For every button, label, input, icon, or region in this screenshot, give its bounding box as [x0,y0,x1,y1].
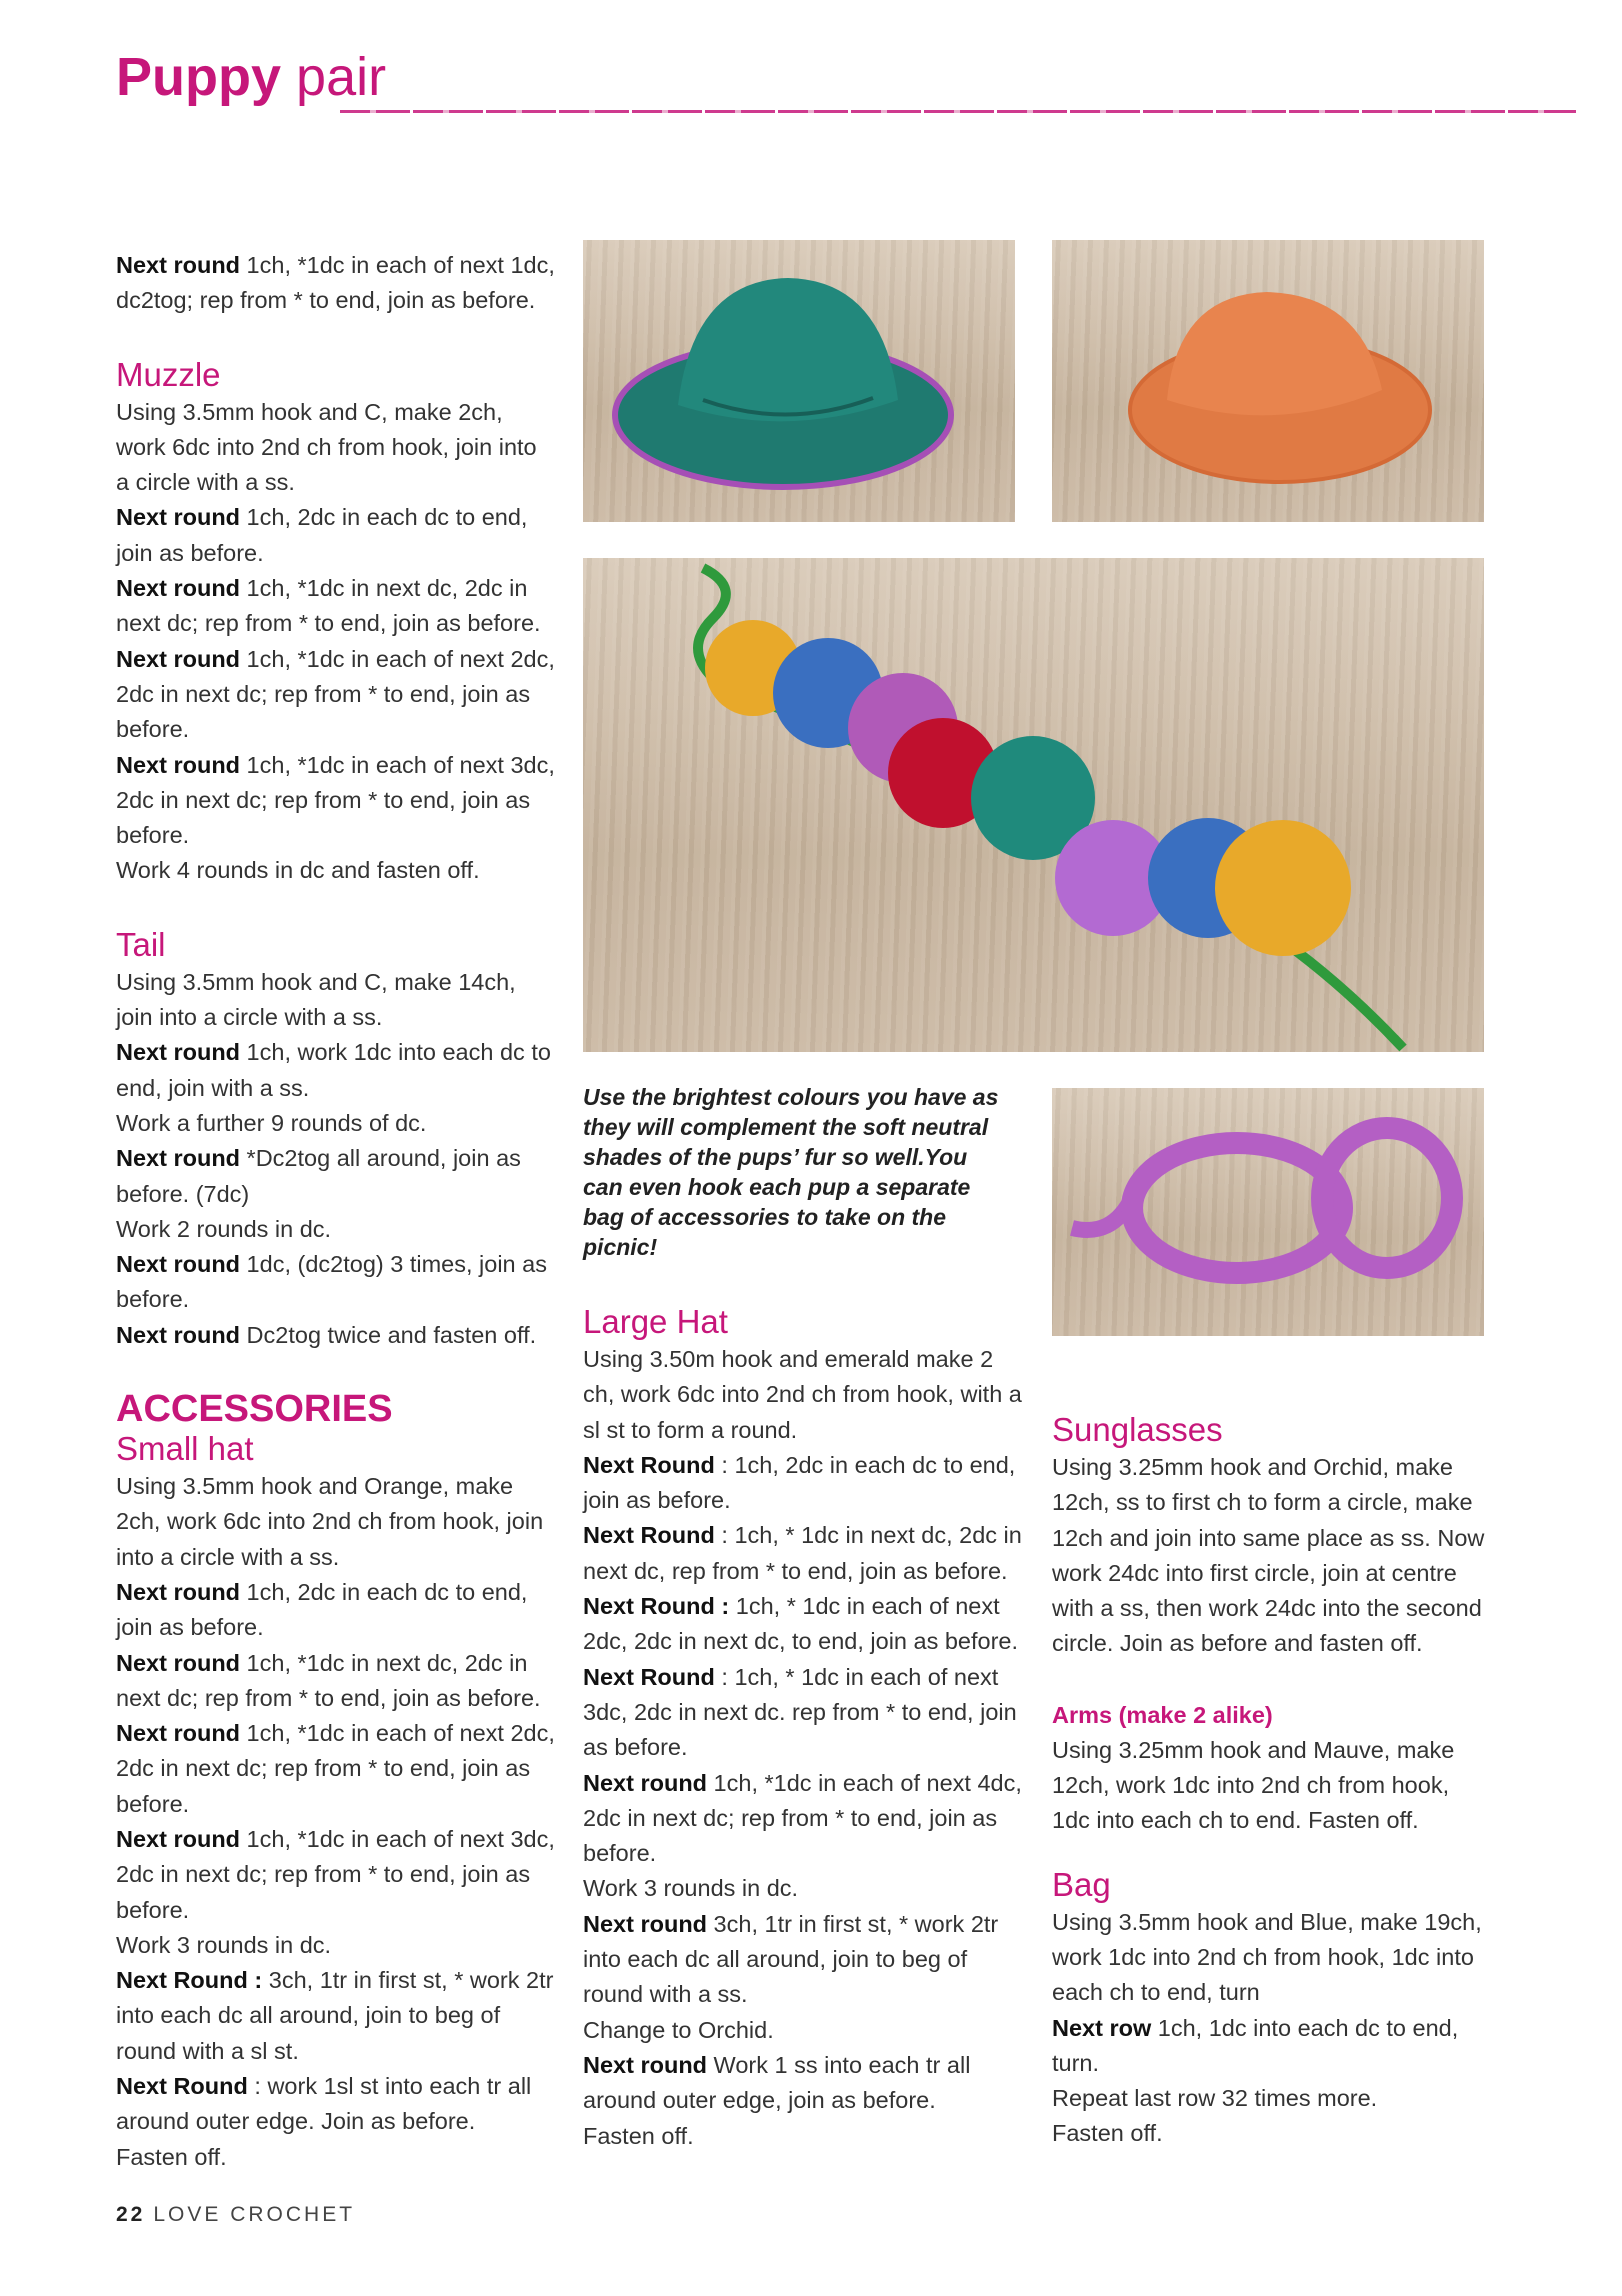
photo-flower-garland [583,558,1484,1052]
page-footer [116,2203,355,2227]
muzzle-round: Next round 1ch, 2dc in each dc to end, join as before. [116,504,528,566]
accessories-heading: ACCESSORIES [116,1388,393,1431]
bag-heading: Bag [1052,1865,1111,1903]
large-hat-round: Next Round : 1ch, 2dc in each dc to end, join as before. [583,1451,1016,1514]
photo-sunglasses [1052,1088,1484,1336]
photo-large-hat [583,240,1015,522]
arms-heading: Arms (make 2 alike) [1052,1701,1273,1728]
sunglasses-text: Using 3.25mm hook and Orchid, make 12ch, ss to first ch to form a circle, make 12ch and join into same place as ss. Now work 24dc into first circle, join at centre with a ss, then work 24dc into the second circle. Join as before and fasten off. [1052,1454,1485,1657]
large-hat-round: Next round 1ch, *1dc in each of next 4dc, 2dc in next dc; rep from * to end, join as before. [583,1769,1022,1867]
small-hat-round: Next round 1ch, *1dc in next dc, 2dc in next dc; rep from * to end, join as before. [116,1649,541,1711]
intro-paragraph: Next round 1ch, *1dc in each of next 1dc, dc2tog; rep from * to end, join as before. [116,252,555,314]
muzzle-line: Using 3.5mm hook and C, make 2ch, work 6dc into 2nd ch from hook, join into a circle with a ss. [116,398,537,496]
tail-round: Next round 1dc, (dc2tog) 3 times, join as before. [116,1251,547,1313]
large-hat-line: Using 3.50m hook and emerald make 2 ch, work 6dc into 2nd ch from hook, with a sl st to form a round. [583,1346,1022,1443]
small-hat-line: Using 3.5mm hook and Orange, make 2ch, work 6dc into 2nd ch from hook, join into a circle with a ss. [116,1473,544,1570]
photo-small-hat [1052,240,1484,522]
large-hat-heading: Large Hat [583,1303,728,1340]
sunglasses-heading: Sunglasses [1052,1411,1223,1448]
large-hat-end: Fasten off. [583,2122,694,2149]
tail-line: Work 2 rounds in dc. [116,1215,332,1242]
muzzle-round: Next round 1ch, *1dc in next dc, 2dc in next dc; rep from * to end, join as before. [116,575,541,637]
bag-line: Repeat last row 32 times more. [1052,2085,1378,2112]
large-hat-round: Next Round : 1ch, * 1dc in next dc, 2dc in next dc, rep from * to end, join as before. [583,1522,1022,1584]
column-right [1052,1410,1492,2152]
bag-text: Using 3.5mm hook and Blue, make 19ch, work 1dc into 2nd ch from hook, 1dc into each ch to end, turn [1052,1908,1482,2006]
small-hat-round: Next round 1ch, *1dc in each of next 3dc, 2dc in next dc; rep from * to end, join as before. [116,1825,555,1923]
page-title [116,47,387,107]
small-hat-round: Next round 1ch, 2dc in each dc to end, join as before. [116,1578,528,1641]
tail-round: Next round Dc2tog twice and fasten off. [116,1321,537,1348]
small-hat-heading: Small hat [116,1430,254,1468]
large-hat-line: Change to Orchid. [583,2016,774,2043]
large-hat-round: Next Round : 1ch, * 1dc in each of next 2dc, 2dc in next dc, to end, join as before. [583,1593,1019,1655]
small-hat-round: Next round 1ch, *1dc in each of next 2dc, 2dc in next dc; rep from * to end, join as before. [116,1720,555,1817]
tail-line: Work a further 9 rounds of dc. [116,1109,427,1136]
large-hat-round: Next round Work 1 ss into each tr all around outer edge, join as before. [583,2051,971,2114]
small-hat-end: Fasten off. [116,2143,227,2170]
muzzle-end: Work 4 rounds in dc and fasten off. [116,857,480,884]
title-bold: Puppy [116,47,282,107]
title-rule [340,110,1576,113]
muzzle-round: Next round 1ch, *1dc in each of next 3dc, 2dc in next dc; rep from * to end, join as before. [116,751,555,849]
page-number: 22 [116,2203,146,2226]
tail-round: Next round *Dc2tog all around, join as before. (7dc) [116,1145,521,1207]
large-hat-round: Next Round : 1ch, * 1dc in each of next 3dc, 2dc in next dc. rep from * to end, join as before. [583,1663,1017,1761]
tail-round: Next round 1ch, work 1dc into each dc to end, join with a ss. [116,1039,551,1101]
title-rest: pair [296,47,387,107]
muzzle-heading: Muzzle [116,355,221,393]
muzzle-round: Next round 1ch, *1dc in each of next 2dc, 2dc in next dc; rep from * to end, join as before. [116,645,555,743]
column-left [116,248,556,2175]
tail-heading: Tail [116,925,166,963]
photo-caption: Use the brightest colours you have as they will complement the soft neutral shades of the pups’ fur so well.You can even hook each pup a separate bag of accessories to take on the picnic! [583,1084,999,1260]
bag-row: Next row 1ch, 1dc into each dc to end, turn. [1052,2014,1459,2076]
arms-text: Using 3.25mm hook and Mauve, make 12ch, work 1dc into 2nd ch from hook, 1dc into each ch to end. Fasten off. [1052,1736,1455,1834]
magazine-name: LOVE CROCHET [153,2203,356,2226]
column-middle [583,1302,1023,2154]
tail-line: Using 3.5mm hook and C, make 14ch, join into a circle with a ss. [116,968,516,1031]
bag-end: Fasten off. [1052,2120,1163,2147]
small-hat-line: Work 3 rounds in dc. [116,1931,332,1958]
small-hat-round: Next Round : 3ch, 1tr in first st, * work 2tr into each dc all around, join to beg of round with a sl st. [116,1967,554,2064]
large-hat-round: Next round 3ch, 1tr in first st, * work 2tr into each dc all around, join to beg of round with a ss. [583,1910,999,2008]
small-hat-round: Next Round : work 1sl st into each tr all around outer edge. Join as before. [116,2073,532,2135]
large-hat-line: Work 3 rounds in dc. [583,1875,799,1902]
